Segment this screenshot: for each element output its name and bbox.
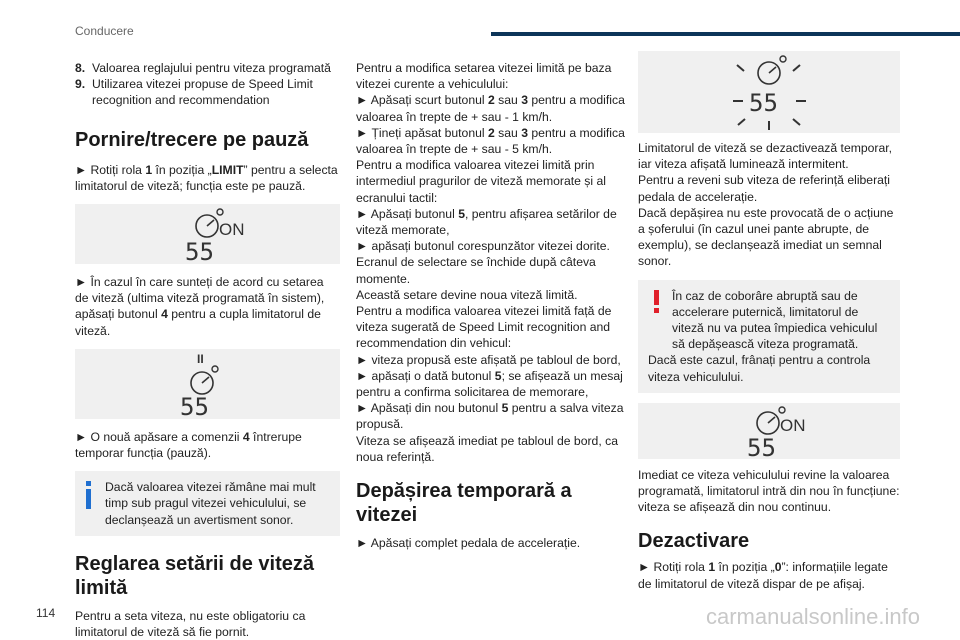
paragraph: ► viteza propusă este afișată pe tabloul de bord, [356,352,621,367]
numbered-list [75,60,340,109]
speedometer-pause-icon [75,349,340,419]
column-1 [75,60,340,640]
speedometer-icon [638,403,900,459]
paragraph: ► apăsați butonul corespunzător vitezei dorite. [356,239,610,254]
paragraph: ► Apăsați complet pedala de accelerație. [356,536,581,551]
heading-deactivate: Dezactivare [638,530,750,553]
info-note: Dacă valoarea vitezei rămâne mai mult timp sub pragul vitezei vehiculului, se declanșează un avertisment sonor. [75,471,340,536]
speed-digits: 55 [749,89,778,117]
paragraph: ► În cazul în care sunteți de acord cu setarea de viteză (ultima viteză programată în sistem), apăsați butonul 4 pentru a cupla limitatorul de viteză. [75,275,325,338]
display-image-on-2 [638,403,900,459]
paragraph: Ecranul de selectare se închide după câteva momente. [356,255,596,286]
speedometer-flashing-icon [638,51,900,133]
paragraph: Pentru a modifica setarea vitezei limită pe baza vitezei curente a vehiculului: [356,61,612,92]
paragraph: ► O nouă apăsare a comenzii 4 întrerupe temporar funcția (pauză). [75,429,302,461]
info-icon [84,481,94,509]
paragraph: Dacă depășirea nu este provocată de o acțiune a șoferului (în cazul unei pante abrupte, de exemplu), se declanșează imediat un semnal sonor. [638,205,894,269]
on-label: ON [780,415,806,435]
paragraph: Imediat ce viteza vehiculului revine la valoarea programată, limitatorul intră din nou în funcțiune: viteza se afișează din nou continuu. [638,467,900,515]
speed-digits: 55 [747,433,776,459]
watermark: carmanualsonline.info [705,604,920,629]
paragraph: ► apăsați o dată butonul 5; se afișează un mesaj pentru a confirma solicitarea de memorare, [356,368,623,400]
paragraph: ► Rotiți rola 1 în poziția „0”: informațiile legate de limitatorul de viteză dispar de pe afișaj. [638,560,888,591]
column-2 [356,60,626,551]
list-item: 8. Valoarea reglajului pentru viteza programată [75,61,331,75]
paragraph: Pentru a modifica valoarea vitezei limită față de viteza sugerată de Speed Limit recognition and recommendation din vehicul: [356,304,612,351]
display-image-pause [75,349,340,419]
speedometer-icon [75,204,340,264]
paragraph: Viteza se afișează imediat pe tabloul de bord, ca noua referință. [356,433,618,464]
heading-exceed: Depășirea temporară a vitezei [356,480,572,527]
paragraph: ► Țineți apăsat butonul 2 sau 3 pentru a modifica valoarea în trepte de + sau - 5 km/h. [356,125,625,157]
display-image-exceed [638,51,900,133]
list-item: 9. Utilizarea vitezei propuse de Speed Limit recognition and recommendation [75,77,313,108]
section-title: Conducere [75,24,134,38]
paragraph: Pentru a reveni sub viteza de referință eliberați pedala de accelerație. [638,173,891,204]
heading-start-pause: Pornire/trecere pe pauză [75,128,309,151]
heading-set-limit: Reglarea setării de viteză limită [75,552,315,599]
display-image-on [75,204,340,264]
warning-icon [652,290,662,314]
paragraph: Această setare devine noua viteză limită. [356,287,578,302]
page-number: 114 [36,606,56,620]
paragraph: Pentru a seta viteza, nu este obligatoriu ca limitatorul de viteză să fie pornit. [75,608,306,640]
paragraph: ► Apăsați scurt butonul 2 sau 3 pentru a modifica valoarea în trepte de + sau - 1 km/h. [356,93,625,124]
on-label: ON [219,220,245,240]
column-3 [638,51,900,592]
paragraph: Pentru a modifica valoarea vitezei limită prin intermediul pragurilor de viteză memorate și al ecranului tactil: [356,158,606,205]
paragraph: ► Apăsați butonul 5, pentru afișarea setărilor de viteză memorate, [356,206,617,238]
warning-note: În caz de coborâre abruptă sau de accelerare puternică, limitatorul de viteză nu va putea împiedica vehiculul să depășească viteza programată. Dacă este cazul, frânați pentru a controla viteza vehiculului. [638,280,900,393]
header-bar [491,32,960,36]
speed-digits: 55 [185,238,214,265]
paragraph: ► Apăsați din nou butonul 5 pentru a salva viteza propusă. [356,401,624,432]
paragraph: Limitatorul de viteză se dezactivează temporar, iar viteza afișată luminează intermitent. [638,141,893,172]
pause-label: II [197,351,204,366]
speed-digits: 55 [180,392,209,419]
paragraph: ► Rotiți rola 1 în poziția „LIMIT” pentru a selecta limitatorul de viteză; funcția este pe pauză. [75,162,338,193]
